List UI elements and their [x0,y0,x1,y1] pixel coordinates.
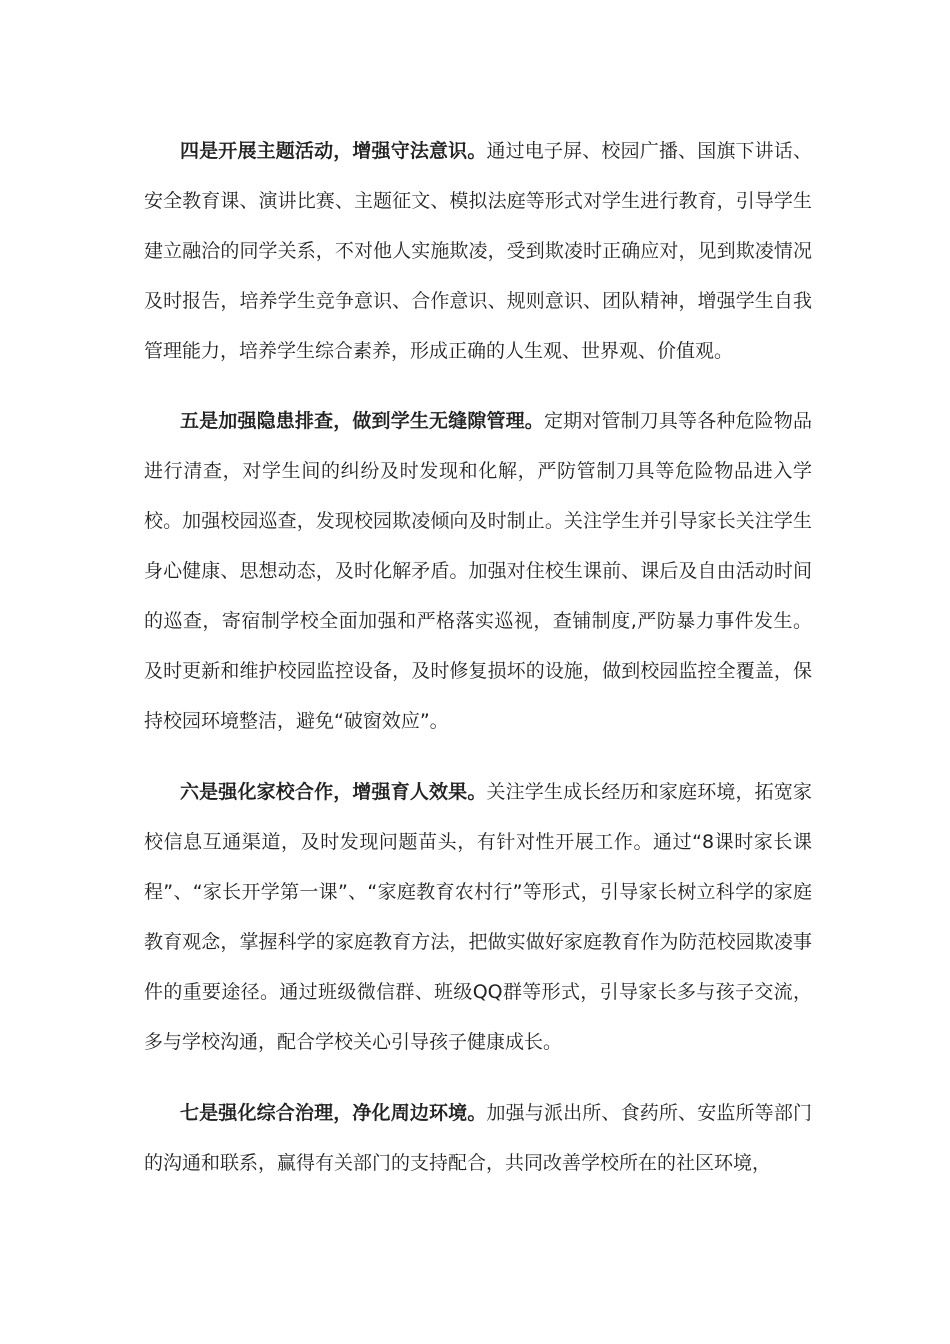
paragraph-7 [144,1088,812,1188]
paragraph-lead: 四是开展主题活动，增强守法意识。 [180,140,487,162]
paragraph-body: 关注学生成长经历和家庭环境，拓宽家校信息互通渠道，及时发现问题苗头，有针对性开展工作。通过“8课时家长课程”、“家长开学第一课”、“家庭教育农村行”等形式，引导家长树立科学的家庭教育观念，掌握科学的家庭教育方法，把做实做好家庭教育作为防范校园欺凌事件的重要途径。通过班级微信群、班级QQ群等形式，引导家长多与孩子交流，多与学校沟通，配合学校关心引导孩子健康成长。 [144,781,812,1053]
paragraph-body: 通过电子屏、校园广播、国旗下讲话、安全教育课、演讲比赛、主题征文、模拟法庭等形式对学生进行教育，引导学生建立融洽的同学关系，不对他人实施欺凌，受到欺凌时正确应对，见到欺凌情况及时报告，培养学生竞争意识、合作意识、规则意识、团队精神，增强学生自我管理能力，培养学生综合素养，形成正确的人生观、世界观、价值观。 [144,140,812,362]
paragraph-lead: 七是强化综合治理，净化周边环境。 [180,1102,487,1124]
paragraph-5 [144,396,812,746]
paragraph-4 [144,126,812,376]
paragraph-body: 定期对管制刀具等各种危险物品进行清查，对学生间的纠纷及时发现和化解，严防管制刀具等危险物品进入学校。加强校园巡查，发现校园欺凌倾向及时制止。关注学生并引导家长关注学生身心健康、思想动态，及时化解矛盾。加强对住校生课前、课后及自由活动时间的巡查，寄宿制学校全面加强和严格落实巡视，查铺制度,严防暴力事件发生。及时更新和维护校园监控设备，及时修复损坏的设施，做到校园监控全覆盖，保持校园环境整洁，避免“破窗效应”。 [144,410,812,732]
paragraph-6 [144,767,812,1067]
paragraph-lead: 五是加强隐患排查，做到学生无缝隙管理。 [180,410,544,432]
paragraph-body: 加强与派出所、食药所、安监所等部门的沟通和联系，赢得有关部门的支持配合，共同改善学校所在的社区环境， [144,1102,812,1174]
paragraph-lead: 六是强化家校合作，增强育人效果。 [180,781,487,803]
